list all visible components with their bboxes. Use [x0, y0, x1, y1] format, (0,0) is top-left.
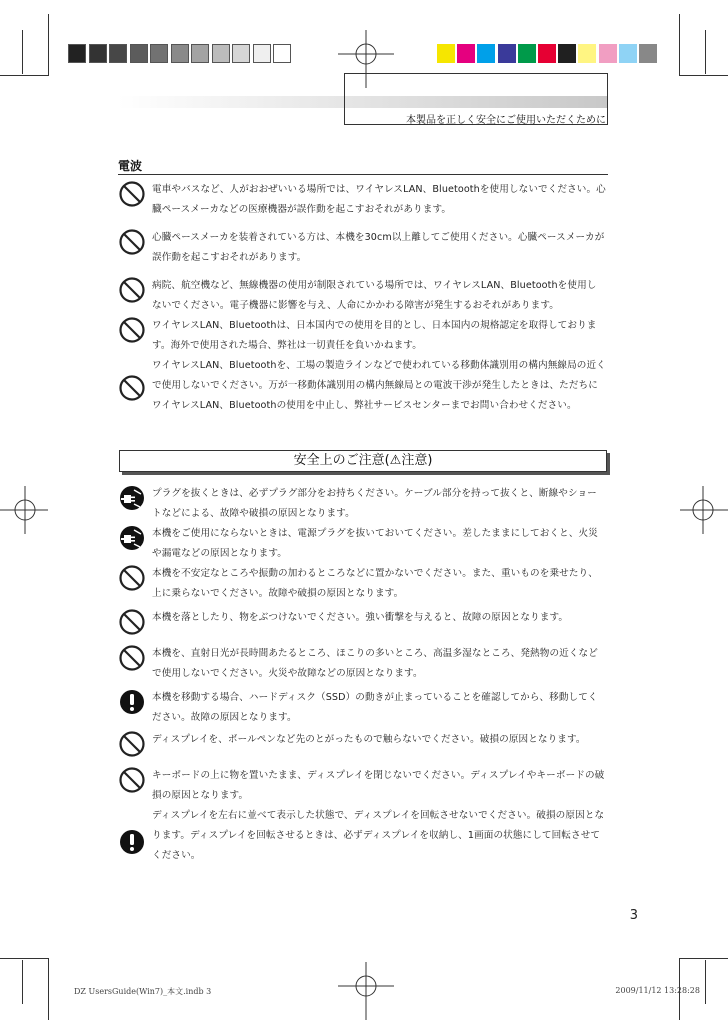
prohibition-icon — [118, 644, 146, 672]
exclamation-icon — [118, 688, 146, 716]
prohibition-icon — [118, 316, 146, 344]
warning-text: ディスプレイを、ボールペンなど先のとがったもので触らないでください。破損の原因となります。 — [152, 734, 586, 745]
gray-swatch — [89, 44, 107, 63]
color-swatch — [599, 44, 617, 63]
unplug-icon — [118, 484, 146, 512]
gray-swatch — [171, 44, 189, 63]
color-swatch — [538, 44, 556, 63]
color-swatch — [498, 44, 516, 63]
gray-swatch — [130, 44, 148, 63]
color-swatch — [619, 44, 637, 63]
exclamation-icon — [118, 828, 146, 856]
color-swatch — [639, 44, 657, 63]
warning-text: ワイヤレスLAN、Bluetoothは、日本国内での使用を目的とし、日本国内の規格認定を取得しております。海外で使用された場合、弊社は一切責任を負いかねます。 — [152, 320, 597, 351]
color-swatch — [518, 44, 536, 63]
footer-timestamp: 2009/11/12 13:28:28 — [615, 986, 700, 995]
prohibition-icon — [118, 564, 146, 592]
gray-swatch — [109, 44, 127, 63]
color-swatch — [457, 44, 475, 63]
gray-swatch — [150, 44, 168, 63]
gray-swatch — [232, 44, 250, 63]
color-swatch — [558, 44, 576, 63]
page-number: 3 — [629, 908, 638, 923]
running-title: 本製品を正しく安全にご使用いただくために — [406, 115, 606, 126]
gray-swatch — [273, 44, 291, 63]
warning-text: 電車やバスなど、人がおおぜいいる場所では、ワイヤレスLAN、Bluetoothを使用しないでください。心臓ペースメーカなどの医療機器が誤作動を起こすおそれがあります。 — [152, 184, 606, 215]
unplug-icon — [118, 524, 146, 552]
registration-mark-bottom — [336, 962, 396, 1022]
warning-text: 本機を不安定なところや振動の加わるところなどに置かないでください。また、重いものを乗せたり、上に乗らないでください。故障や破損の原因となります。 — [152, 568, 598, 599]
warning-text: ワイヤレスLAN、Bluetoothを、工場の製造ラインなどで使われている移動体識別用の構内無線局の近くで使用しないでください。万が一移動体識別用の構内無線局との電波干渉が発生したときは、ただちにワイヤレスLAN、Bluetoothの使用を中止し、弊社サービスセンターまでお問い合わせください。 — [152, 360, 606, 411]
gray-swatch — [212, 44, 230, 63]
caution-heading-box — [119, 450, 607, 472]
prohibition-icon — [118, 608, 146, 636]
warning-text: プラグを抜くときは、必ずプラグ部分をお持ちください。ケーブル部分を持って抜くと、断線やショートなどによる、故障や破損の原因となります。 — [152, 488, 597, 519]
gray-swatch — [253, 44, 271, 63]
section-rule — [118, 174, 608, 175]
color-swatch — [477, 44, 495, 63]
gray-swatch — [68, 44, 86, 63]
prohibition-icon — [118, 730, 146, 758]
warning-text: 心臓ペースメーカを装着されている方は、本機を30cm以上離してご使用ください。心臓ペースメーカが誤作動を起こすおそれがあります。 — [152, 232, 605, 263]
color-swatch — [578, 44, 596, 63]
warning-text: 本機をご使用にならないときは、電源プラグを抜いておいてください。差したままにしておくと、火災や漏電などの原因となります。 — [152, 528, 598, 559]
warning-text: 本機を落としたり、物をぶつけないでください。強い衝撃を与えると、故障の原因となります。 — [152, 612, 569, 623]
prohibition-icon — [118, 374, 146, 402]
prohibition-icon — [118, 276, 146, 304]
prohibition-icon — [118, 180, 146, 208]
prohibition-icon — [118, 228, 146, 256]
caution-heading: 安全上のご注意(⚠注意) — [293, 453, 433, 468]
warning-text: ディスプレイを左右に並べて表示した状態で、ディスプレイを回転させないでください。破損の原因となります。ディスプレイを回転させるときは、必ずディスプレイを収納し、1画面の状態にして回転させてください。 — [152, 810, 605, 861]
warning-text: 本機を移動する場合、ハードディスク（SSD）の動きが止まっていることを確認してから、移動してください。故障の原因となります。 — [152, 692, 598, 723]
color-swatch — [437, 44, 455, 63]
section-title-radio: 電波 — [118, 159, 143, 173]
warning-text: キーボードの上に物を置いたまま、ディスプレイを閉じないでください。ディスプレイやキーボードの破損の原因となります。 — [152, 770, 605, 801]
registration-mark-right — [678, 486, 728, 536]
registration-mark-left — [0, 486, 50, 536]
warning-text: 本機を、直射日光が長時間あたるところ、ほこりの多いところ、高温多湿なところ、発熱物の近くなどで使用しないでください。火災や故障などの原因となります。 — [152, 648, 598, 679]
footer-filename: DZ UsersGuide(Win7)_本文.indb 3 — [74, 987, 212, 996]
prohibition-icon — [118, 766, 146, 794]
gray-swatch — [191, 44, 209, 63]
warning-text: 病院、航空機など、無線機器の使用が制限されている場所では、ワイヤレスLAN、Bluetoothを使用しないでください。電子機器に影響を与え、人命にかかわる障害が発生するおそれがあります。 — [152, 280, 597, 311]
